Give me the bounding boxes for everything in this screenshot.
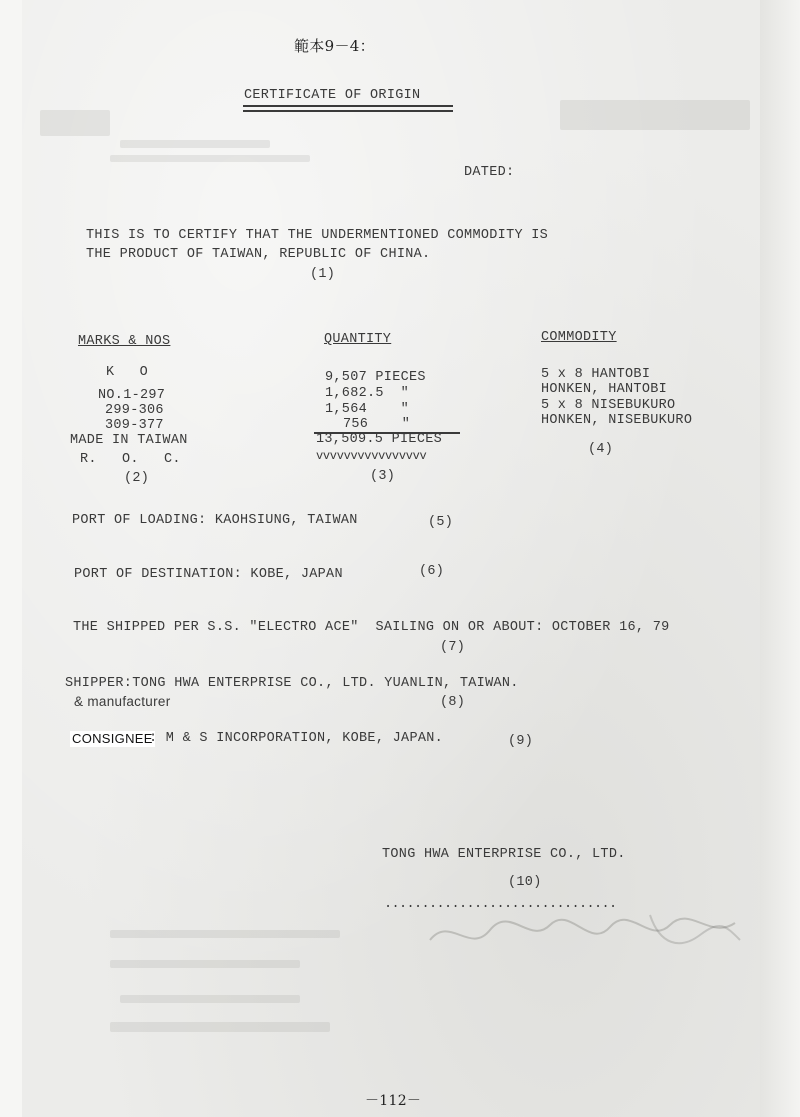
reference-number: (4)	[588, 442, 614, 457]
marks-line: K O	[106, 365, 149, 380]
scan-edge-right	[760, 0, 800, 1117]
commodity-line: HONKEN, HANTOBI	[541, 382, 668, 397]
commodity-line: HONKEN, NISEBUKURO	[541, 413, 693, 428]
reference-number: (1)	[310, 267, 336, 282]
certificate-title: CERTIFICATE OF ORIGIN	[244, 88, 421, 103]
quantity-line: 9,507 PIECES	[325, 370, 426, 385]
commodity-line: 5 x 8 HANTOBI	[541, 367, 651, 382]
signature-bleed-through	[420, 895, 750, 975]
marks-line: NO.1-297	[98, 388, 166, 403]
check-marks: vvvvvvvvvvvvvvvv	[316, 449, 427, 463]
bleed-through-mark	[120, 140, 270, 148]
bleed-through-mark	[110, 155, 310, 162]
bleed-through-mark	[560, 100, 750, 130]
marks-line: 299-306	[105, 403, 164, 418]
commodity-line: 5 x 8 NISEBUKURO	[541, 398, 676, 413]
bleed-through-mark	[110, 930, 340, 938]
title-underline	[243, 110, 453, 112]
marks-line: R. O. C.	[80, 452, 181, 467]
header-code: 範本9－4：	[294, 37, 375, 55]
bleed-through-mark	[40, 110, 110, 136]
certify-line-1: THIS IS TO CERTIFY THAT THE UNDERMENTIONED COMMODITY IS	[86, 228, 549, 243]
marks-line: 309-377	[105, 418, 164, 433]
quantity-line: 1,564 "	[325, 402, 410, 417]
certify-line-2: THE PRODUCT OF TAIWAN, REPUBLIC OF CHINA.	[86, 247, 431, 262]
consignee: : M & S INCORPORATION, KOBE, JAPAN.	[149, 731, 444, 746]
reference-number: (6)	[419, 564, 445, 579]
signatory-company: TONG HWA ENTERPRISE CO., LTD.	[382, 847, 626, 862]
shipper: SHIPPER:TONG HWA ENTERPRISE CO., LTD. YUANLIN, TAIWAN.	[65, 676, 519, 691]
scan-edge-left	[0, 0, 22, 1117]
quantity-heading: QUANTITY	[324, 332, 392, 347]
commodity-heading: COMMODITY	[541, 330, 617, 345]
quantity-total: 13,509.5 PIECES	[316, 432, 443, 447]
title-underline	[243, 105, 453, 107]
bleed-through-mark	[110, 1022, 330, 1032]
reference-number: (8)	[440, 695, 466, 710]
signature-line: ...............................	[384, 897, 617, 912]
page-number: －112－	[365, 1093, 422, 1109]
marks-heading: MARKS & NOS	[78, 334, 171, 349]
reference-number: (10)	[508, 875, 542, 890]
dated-label: DATED:	[464, 165, 515, 180]
consignee-label: CONSIGNEE	[72, 731, 153, 746]
reference-number: (2)	[124, 471, 150, 486]
port-of-loading: PORT OF LOADING: KAOHSIUNG, TAIWAN	[72, 513, 358, 528]
reference-number: (7)	[440, 640, 466, 655]
reference-number: (9)	[508, 734, 534, 749]
bleed-through-mark	[110, 960, 300, 968]
shipped-per: THE SHIPPED PER S.S. "ELECTRO ACE" SAILING ON OR ABOUT: OCTOBER 16, 79	[73, 620, 670, 635]
reference-number: (3)	[370, 469, 396, 484]
quantity-line: 1,682.5 "	[325, 386, 410, 401]
reference-number: (5)	[428, 515, 454, 530]
marks-line: MADE IN TAIWAN	[70, 433, 188, 448]
quantity-line: 756 "	[343, 417, 411, 432]
shipper-subtext: & manufacturer	[74, 694, 171, 709]
bleed-through-mark	[120, 995, 300, 1003]
port-of-destination: PORT OF DESTINATION: KOBE, JAPAN	[74, 567, 343, 582]
